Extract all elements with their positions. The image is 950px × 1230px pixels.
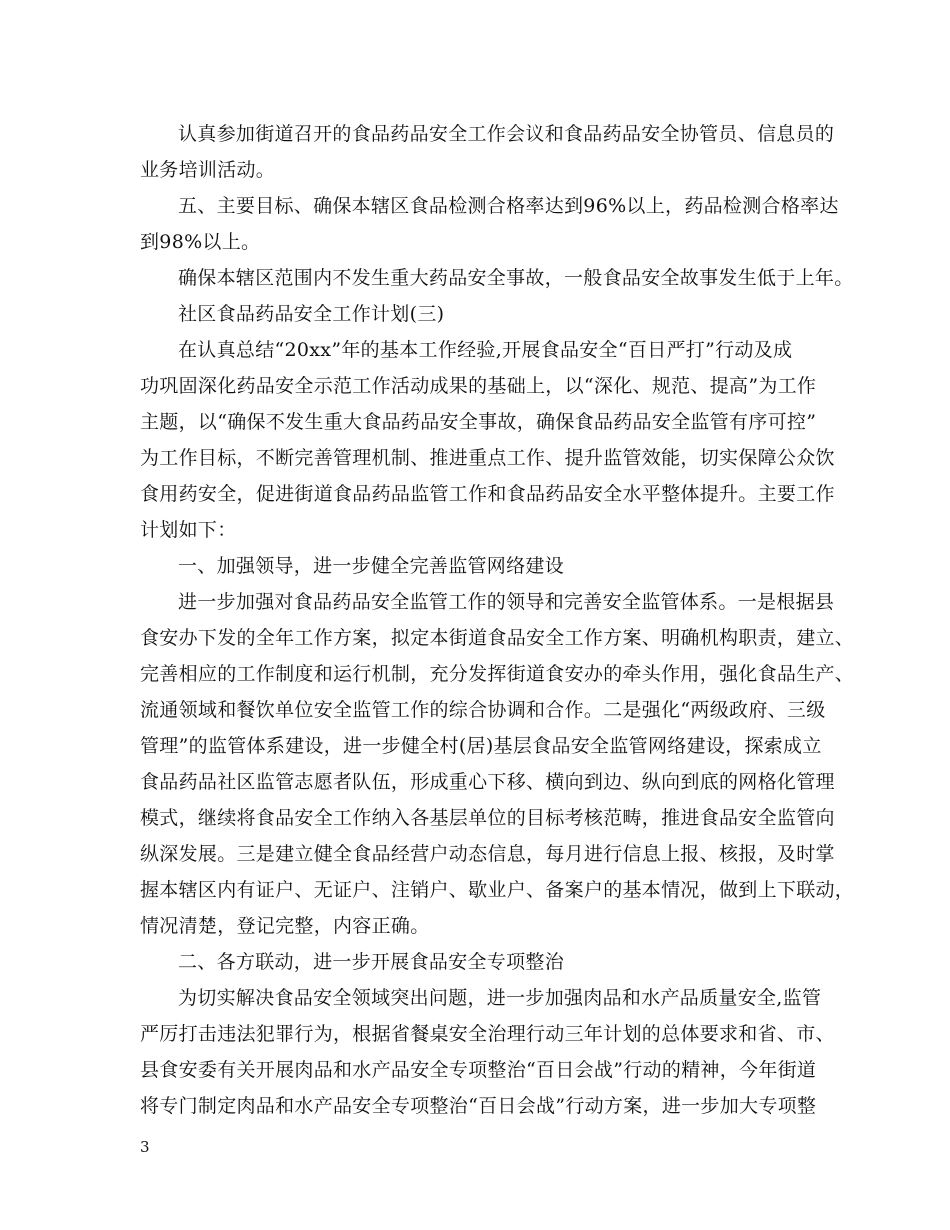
text-line: 计划如下： bbox=[140, 519, 237, 541]
text-line: 模式，继续将食品安全工作纳入各基层单位的目标考核范畴，推进食品安全监管向 bbox=[140, 807, 835, 829]
text-line: 在认真总结“20xx”年的基本工作经验,开展食品安全“百日严打”行动及成 bbox=[178, 339, 793, 361]
page-number: 3 bbox=[140, 1138, 150, 1156]
section-heading: 一、加强领导，进一步健全完善监管网络建设 bbox=[178, 555, 565, 577]
text-line: 握本辖区内有证户、无证户、注销户、歇业户、备案户的基本情况，做到上下联动， bbox=[140, 879, 855, 901]
text-line: 五、主要目标、确保本辖区食品检测合格率达到96%以上，药品检测合格率达 bbox=[178, 195, 839, 217]
text-line: 为工作目标，不断完善管理机制、推进重点工作、提升监管效能，切实保障公众饮 bbox=[140, 447, 835, 469]
text-line: 确保本辖区范围内不发生重大药品安全事故，一般食品安全故事发生低于上年。 bbox=[178, 267, 854, 289]
text-line: 功巩固深化药品安全示范工作活动成果的基础上，以“深化、规范、提高”为工作 bbox=[140, 375, 817, 397]
document-body bbox=[140, 116, 855, 1124]
text-line: 食用药安全，促进街道食品药品监管工作和食品药品安全水平整体提升。主要工作 bbox=[140, 483, 835, 505]
text-line: 管理”的监管体系建设，进一步健全村(居)基层食品安全监管网络建设，探索成立 bbox=[140, 735, 822, 757]
text-line: 纵深发展。三是建立健全食品经营户动态信息，每月进行信息上报、核报，及时掌 bbox=[140, 843, 835, 865]
section-title: 社区食品药品安全工作计划(三) bbox=[178, 303, 445, 325]
text-line: 为切实解决食品安全领域突出问题，进一步加强肉品和水产品质量安全,监管 bbox=[178, 987, 822, 1009]
text-line: 认真参加街道召开的食品药品安全工作会议和食品药品安全协管员、信息员的 bbox=[178, 123, 835, 145]
text-line: 进一步加强对食品药品安全监管工作的领导和完善安全监管体系。一是根据县 bbox=[178, 591, 835, 613]
text-line: 食安办下发的全年工作方案，拟定本街道食品安全工作方案、明确机构职责，建立、 bbox=[140, 627, 855, 649]
text-line: 将专门制定肉品和水产品安全专项整治“百日会战”行动方案，进一步加大专项整 bbox=[140, 1095, 817, 1117]
section-heading: 二、各方联动，进一步开展食品安全专项整治 bbox=[178, 951, 565, 973]
text-line: 县食安委有关开展肉品和水产品安全专项整治“百日会战”行动的精神，今年街道 bbox=[140, 1059, 817, 1081]
text-line: 到98%以上。 bbox=[140, 231, 261, 253]
text-line: 业务培训活动。 bbox=[140, 159, 276, 181]
text-line: 主题，以“确保不发生重大食品药品安全事故，确保食品药品安全监管有序可控” bbox=[140, 411, 817, 433]
text-line: 情况清楚，登记完整，内容正确。 bbox=[140, 915, 430, 937]
text-line: 严厉打击违法犯罪行为，根据省餐桌安全治理行动三年计划的总体要求和省、市、 bbox=[140, 1023, 835, 1045]
text-line: 食品药品社区监管志愿者队伍，形成重心下移、横向到边、纵向到底的网格化管理 bbox=[140, 771, 835, 793]
text-line: 完善相应的工作制度和运行机制，充分发挥街道食安办的牵头作用，强化食品生产、 bbox=[140, 663, 855, 685]
text-line: 流通领域和餐饮单位安全监管工作的综合协调和合作。二是强化“两级政府、三级 bbox=[140, 699, 826, 721]
